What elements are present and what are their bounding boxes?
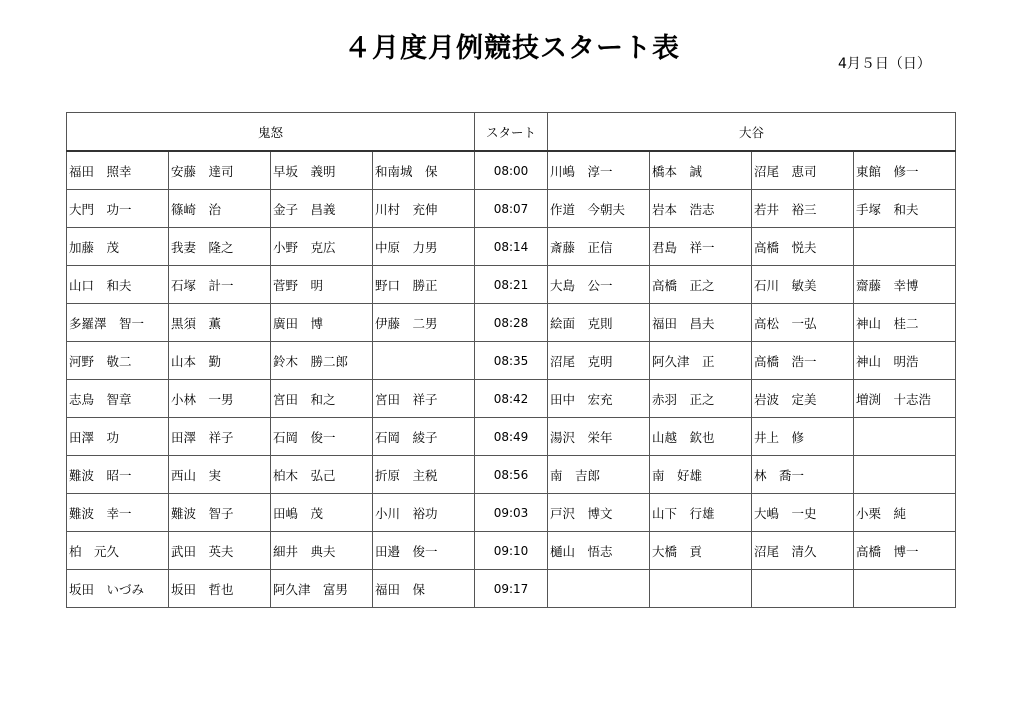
player-cell-left: 山口 和夫 [67, 266, 169, 304]
player-cell-right: 神山 桂二 [854, 304, 956, 342]
player-cell-left: 田澤 功 [67, 418, 169, 456]
player-cell-right [854, 570, 956, 608]
player-cell-right: 石川 敏美 [752, 266, 854, 304]
player-cell-left: 坂田 哲也 [169, 570, 271, 608]
player-cell-right: 手塚 和夫 [854, 190, 956, 228]
player-cell-right: 岩波 定美 [752, 380, 854, 418]
table-row [67, 228, 956, 266]
player-cell-right: 沼尾 克明 [548, 342, 650, 380]
player-cell-left: 細井 典夫 [271, 532, 373, 570]
table-header-row [67, 113, 956, 152]
player-cell-right: 橋本 誠 [650, 151, 752, 190]
player-cell-left: 福田 保 [373, 570, 475, 608]
player-cell-left: 加藤 茂 [67, 228, 169, 266]
start-time-cell: 08:07 [475, 190, 548, 228]
table-row [67, 190, 956, 228]
player-cell-right: 増渕 十志浩 [854, 380, 956, 418]
player-cell-right: 君島 祥一 [650, 228, 752, 266]
player-cell-left: 川村 充伸 [373, 190, 475, 228]
table-row [67, 456, 956, 494]
player-cell-right: 絵面 克則 [548, 304, 650, 342]
player-cell-left: 大門 功一 [67, 190, 169, 228]
player-cell-right: 神山 明浩 [854, 342, 956, 380]
player-cell-left: 小川 裕功 [373, 494, 475, 532]
player-cell-right: 田中 宏充 [548, 380, 650, 418]
table-row [67, 342, 956, 380]
player-cell-left: 難波 昭一 [67, 456, 169, 494]
player-cell-right: 若井 裕三 [752, 190, 854, 228]
page-title: ４月度月例競技スタート表 [344, 33, 680, 64]
player-cell-right: 沼尾 恵司 [752, 151, 854, 190]
player-cell-left: 柏 元久 [67, 532, 169, 570]
player-cell-right: 戸沢 博文 [548, 494, 650, 532]
player-cell-right: 川嶋 淳一 [548, 151, 650, 190]
player-cell-left: 鈴木 勝二郎 [271, 342, 373, 380]
player-cell-left: 山本 勤 [169, 342, 271, 380]
player-cell-right: 南 好雄 [650, 456, 752, 494]
player-cell-right: 樋山 悟志 [548, 532, 650, 570]
table-row [67, 380, 956, 418]
player-cell-right [854, 456, 956, 494]
player-cell-right: 井上 修 [752, 418, 854, 456]
table-row [67, 570, 956, 608]
start-time-cell: 08:28 [475, 304, 548, 342]
start-time-cell: 08:21 [475, 266, 548, 304]
player-cell-left: 武田 英夫 [169, 532, 271, 570]
player-cell-left: 田嶋 茂 [271, 494, 373, 532]
player-cell-left: 野口 勝正 [373, 266, 475, 304]
player-cell-left [373, 342, 475, 380]
player-cell-right: 高橋 正之 [650, 266, 752, 304]
start-time-cell: 08:00 [475, 151, 548, 190]
player-cell-right: 高橋 悦夫 [752, 228, 854, 266]
start-time-cell: 08:35 [475, 342, 548, 380]
player-cell-left: 黒須 薫 [169, 304, 271, 342]
player-cell-right: 阿久津 正 [650, 342, 752, 380]
player-cell-right: 南 吉郎 [548, 456, 650, 494]
player-cell-right: 作道 今朝夫 [548, 190, 650, 228]
player-cell-left: 中原 力男 [373, 228, 475, 266]
start-time-cell: 09:17 [475, 570, 548, 608]
player-cell-left: 西山 実 [169, 456, 271, 494]
player-cell-right: 大嶋 一史 [752, 494, 854, 532]
course-left-header: 鬼怒 [67, 113, 475, 152]
player-cell-left: 田邉 俊一 [373, 532, 475, 570]
player-cell-left: 難波 智子 [169, 494, 271, 532]
player-cell-left: 小野 克広 [271, 228, 373, 266]
player-cell-left: 宮田 祥子 [373, 380, 475, 418]
player-cell-left: 難波 幸一 [67, 494, 169, 532]
player-cell-left: 和南城 保 [373, 151, 475, 190]
table-row [67, 151, 956, 190]
table-row [67, 304, 956, 342]
player-cell-left: 篠崎 治 [169, 190, 271, 228]
start-time-cell: 09:10 [475, 532, 548, 570]
player-cell-left: 石塚 計一 [169, 266, 271, 304]
player-cell-left: 安藤 達司 [169, 151, 271, 190]
player-cell-left: 宮田 和之 [271, 380, 373, 418]
player-cell-left: 多羅澤 智一 [67, 304, 169, 342]
player-cell-left: 石岡 綾子 [373, 418, 475, 456]
player-cell-right [854, 228, 956, 266]
player-cell-right: 山越 欽也 [650, 418, 752, 456]
player-cell-right: 福田 昌夫 [650, 304, 752, 342]
player-cell-left: 金子 昌義 [271, 190, 373, 228]
player-cell-left: 河野 敬二 [67, 342, 169, 380]
player-cell-right: 高松 一弘 [752, 304, 854, 342]
player-cell-left: 田澤 祥子 [169, 418, 271, 456]
player-cell-right: 斎藤 正信 [548, 228, 650, 266]
player-cell-left: 廣田 博 [271, 304, 373, 342]
player-cell-right [752, 570, 854, 608]
player-cell-right: 東館 修一 [854, 151, 956, 190]
start-time-cell: 09:03 [475, 494, 548, 532]
course-right-header: 大谷 [548, 113, 956, 152]
player-cell-left: 石岡 俊一 [271, 418, 373, 456]
player-cell-right: 沼尾 清久 [752, 532, 854, 570]
table-row [67, 266, 956, 304]
player-cell-right [854, 418, 956, 456]
player-cell-right: 山下 行雄 [650, 494, 752, 532]
player-cell-right: 湯沢 栄年 [548, 418, 650, 456]
start-time-cell: 08:42 [475, 380, 548, 418]
player-cell-right [548, 570, 650, 608]
start-time-header: スタート [475, 113, 548, 152]
player-cell-right: 齋藤 幸博 [854, 266, 956, 304]
player-cell-right: 大橋 貢 [650, 532, 752, 570]
player-cell-right: 赤羽 正之 [650, 380, 752, 418]
player-cell-left: 我妻 隆之 [169, 228, 271, 266]
player-cell-right: 大島 公一 [548, 266, 650, 304]
player-cell-right: 小栗 純 [854, 494, 956, 532]
player-cell-right: 高橋 浩一 [752, 342, 854, 380]
player-cell-right: 林 喬一 [752, 456, 854, 494]
event-date: 4月５日（日） [838, 56, 931, 72]
player-cell-left: 坂田 いづみ [67, 570, 169, 608]
start-time-cell: 08:56 [475, 456, 548, 494]
player-cell-left: 早坂 義明 [271, 151, 373, 190]
start-table [66, 112, 956, 608]
player-cell-left: 志鳥 智章 [67, 380, 169, 418]
player-cell-right: 岩本 浩志 [650, 190, 752, 228]
player-cell-left: 福田 照幸 [67, 151, 169, 190]
player-cell-left: 菅野 明 [271, 266, 373, 304]
player-cell-left: 伊藤 二男 [373, 304, 475, 342]
player-cell-left: 阿久津 富男 [271, 570, 373, 608]
table-row [67, 494, 956, 532]
player-cell-right [650, 570, 752, 608]
player-cell-left: 小林 一男 [169, 380, 271, 418]
player-cell-left: 折原 主税 [373, 456, 475, 494]
table-row [67, 418, 956, 456]
table-row [67, 532, 956, 570]
start-time-cell: 08:14 [475, 228, 548, 266]
start-time-cell: 08:49 [475, 418, 548, 456]
player-cell-left: 柏木 弘己 [271, 456, 373, 494]
player-cell-right: 高橋 博一 [854, 532, 956, 570]
